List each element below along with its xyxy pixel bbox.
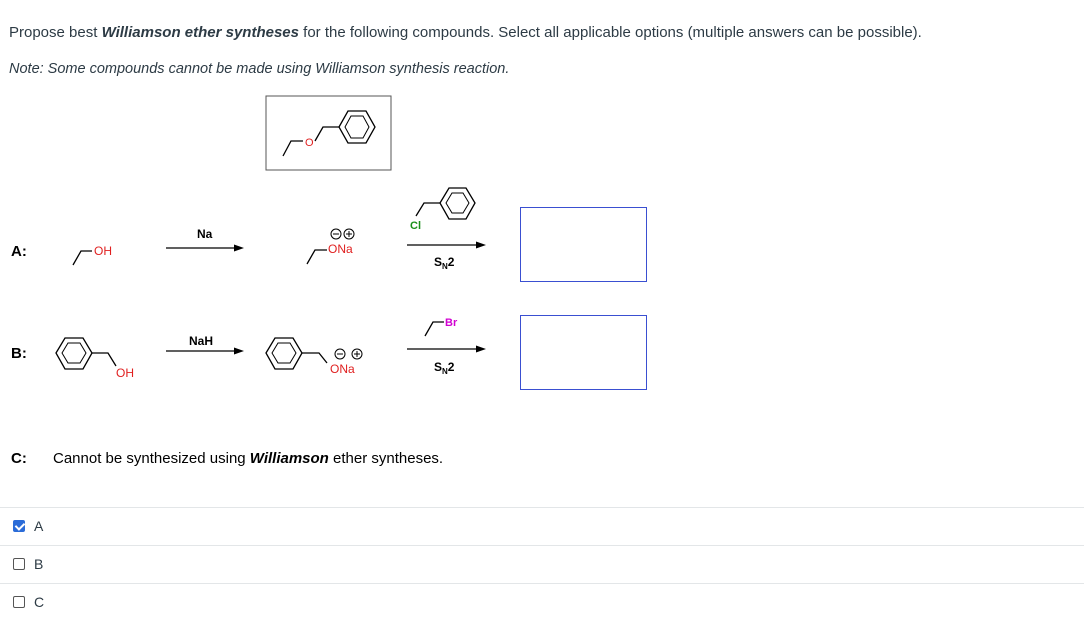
option-a[interactable] — [0, 507, 1084, 545]
scheme-a-electrophile — [416, 188, 475, 219]
scheme-b-intermediate-ona: ONa — [330, 362, 355, 376]
scheme-b-intermediate — [266, 338, 327, 369]
option-c-label: C — [34, 594, 45, 610]
scheme-b-arrowhead-1 — [234, 348, 244, 355]
scheme-b-answer-box[interactable] — [520, 315, 647, 390]
option-b[interactable] — [0, 545, 1084, 583]
scheme-b-reagent: NaH — [189, 334, 214, 348]
target-oxygen: O — [305, 137, 314, 149]
question-prefix: Propose best — [9, 24, 102, 41]
scheme-a-reactant-oh: OH — [94, 244, 112, 258]
scheme-b-bromine: Br — [445, 317, 458, 329]
scheme-b-conditions: $S_N2$ — [434, 360, 455, 376]
scheme-a-reagent: Na — [197, 227, 213, 241]
question-note: Note: Some compounds cannot be made using Williamson synthesis reaction. — [9, 61, 510, 77]
scheme-b-label: B: — [11, 345, 27, 362]
scheme-b-arrowhead-2 — [476, 346, 486, 353]
scheme-a-arrowhead-1 — [234, 245, 244, 252]
answer-options — [0, 507, 1084, 621]
scheme-a-answer-box[interactable] — [520, 207, 647, 282]
scheme-c-bold: Williamson — [249, 450, 329, 467]
scheme-a-reactant — [73, 251, 92, 265]
scheme-a-intermediate-ona: ONa — [328, 242, 353, 256]
scheme-b-charges — [335, 349, 362, 359]
scheme-c-text — [53, 450, 443, 467]
scheme-a-intermediate — [307, 250, 327, 264]
scheme-a-charges — [331, 229, 354, 239]
scheme-c-label: C: — [11, 450, 27, 467]
scheme-b-reactant-oh: OH — [116, 366, 134, 380]
scheme-a-label: A: — [11, 243, 27, 260]
option-a-checkbox[interactable] — [13, 520, 25, 532]
scheme-c-suffix: ether syntheses. — [328, 450, 444, 467]
scheme-a-conditions: $S_N2$ — [434, 255, 455, 271]
scheme-c-prefix: Cannot be synthesized using — [53, 450, 250, 467]
scheme-b-reactant — [56, 338, 116, 369]
option-c[interactable] — [0, 583, 1084, 621]
option-b-checkbox[interactable] — [13, 558, 25, 570]
scheme-a-arrowhead-2 — [476, 242, 486, 249]
scheme-a-chlorine: Cl — [410, 220, 421, 232]
question-suffix: for the following compounds. Select all applicable options (multiple answers can be possible). — [299, 24, 922, 41]
option-b-label: B — [34, 556, 44, 572]
question-bold: Williamson ether syntheses — [101, 24, 299, 41]
option-c-checkbox[interactable] — [13, 596, 25, 608]
option-a-label: A — [34, 518, 44, 534]
scheme-b-electrophile — [425, 322, 444, 336]
